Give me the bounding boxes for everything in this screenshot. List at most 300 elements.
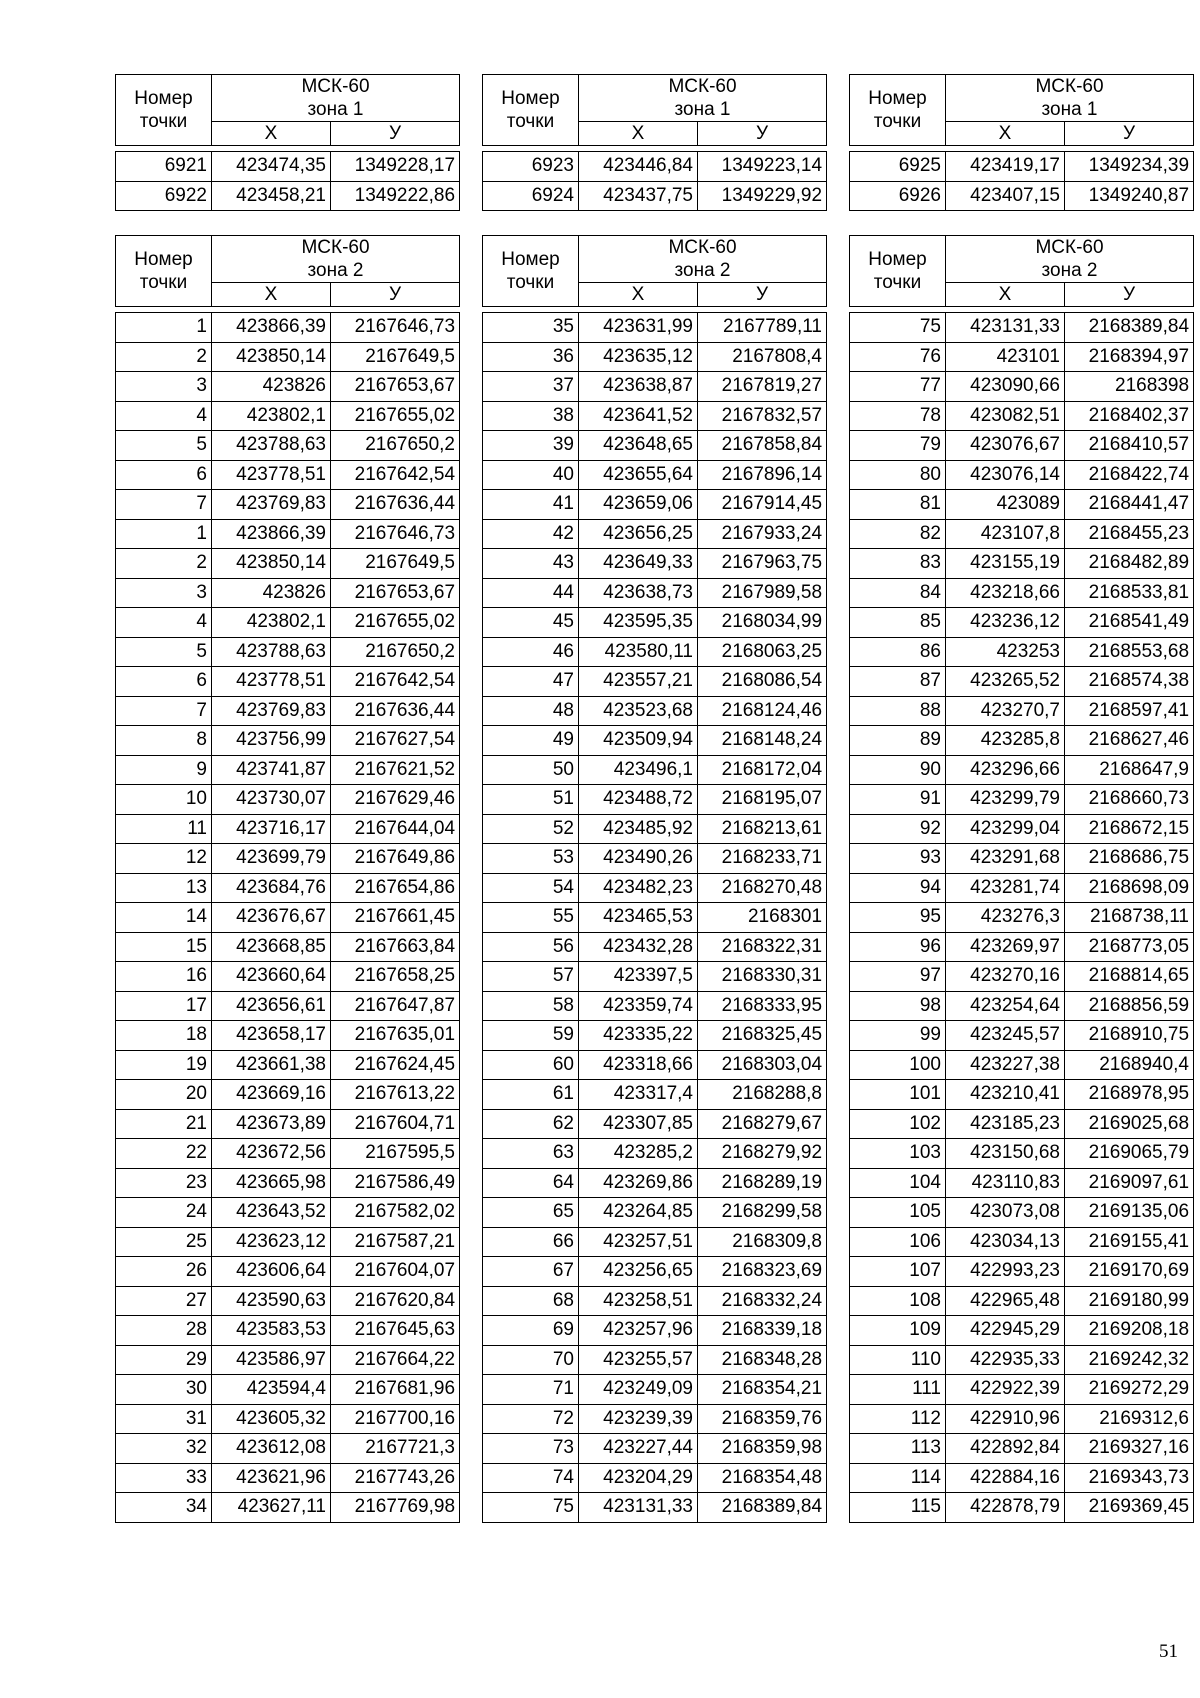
- x-column-header: Х: [946, 283, 1065, 307]
- point-number: 98: [850, 991, 946, 1021]
- table-row: [116, 372, 460, 402]
- point-number: 99: [850, 1021, 946, 1051]
- point-number: 52: [483, 814, 579, 844]
- y-coordinate: 2168148,24: [698, 726, 827, 756]
- table-row: [483, 991, 827, 1021]
- x-coordinate: 423594,4: [212, 1375, 331, 1405]
- point-number: 75: [850, 313, 946, 343]
- point-number: 77: [850, 372, 946, 402]
- table-row: [116, 1198, 460, 1228]
- y-coordinate: 2168541,49: [1065, 608, 1194, 638]
- table-row: [116, 431, 460, 461]
- zone-label: зона 2: [307, 260, 364, 281]
- table-row: [116, 1404, 460, 1434]
- y-coordinate: 2167587,21: [331, 1227, 460, 1257]
- table-row: [850, 991, 1194, 1021]
- y-coordinate: 2167621,52: [331, 755, 460, 785]
- point-number: 20: [116, 1080, 212, 1110]
- table-row: [850, 726, 1194, 756]
- x-coordinate: 423218,66: [946, 578, 1065, 608]
- point-number: 6: [116, 667, 212, 697]
- zone2-coordinates-table-2: [482, 235, 827, 1523]
- point-number: 6925: [850, 152, 946, 182]
- table-row: [116, 342, 460, 372]
- table-row: [116, 755, 460, 785]
- point-number: 6921: [116, 152, 212, 182]
- y-coordinate: 2168389,84: [1065, 313, 1194, 343]
- point-number: 48: [483, 696, 579, 726]
- coordinate-system-header: [946, 236, 1194, 283]
- point-number: 39: [483, 431, 579, 461]
- point-number: 101: [850, 1080, 946, 1110]
- point-number: 31: [116, 1404, 212, 1434]
- table-row: [116, 991, 460, 1021]
- table-row: [850, 372, 1194, 402]
- y-coordinate: 2168359,76: [698, 1404, 827, 1434]
- point-number: 58: [483, 991, 579, 1021]
- point-number: 13: [116, 873, 212, 903]
- y-coordinate: 2167635,01: [331, 1021, 460, 1051]
- y-coordinate: 2168195,07: [698, 785, 827, 815]
- x-coordinate: 423269,97: [946, 932, 1065, 962]
- point-number: 9: [116, 755, 212, 785]
- table-row: [116, 903, 460, 933]
- y-coordinate: 2168533,81: [1065, 578, 1194, 608]
- y-coordinate: 2168686,75: [1065, 844, 1194, 874]
- table-row: [483, 932, 827, 962]
- point-number: 84: [850, 578, 946, 608]
- x-coordinate: 422884,16: [946, 1463, 1065, 1493]
- zone-label: зона 2: [1041, 260, 1098, 281]
- table-row: [850, 1257, 1194, 1287]
- zone-label: зона 1: [1041, 99, 1098, 120]
- table-row: [483, 1257, 827, 1287]
- table-row: [850, 696, 1194, 726]
- point-number: 32: [116, 1434, 212, 1464]
- y-coordinate: 2168063,25: [698, 637, 827, 667]
- table-row: [116, 608, 460, 638]
- point-number: 49: [483, 726, 579, 756]
- point-number: 6922: [116, 181, 212, 211]
- y-coordinate: 2168303,04: [698, 1050, 827, 1080]
- table-row: [850, 401, 1194, 431]
- y-coordinate: 2167649,86: [331, 844, 460, 874]
- y-coordinate: 2168034,99: [698, 608, 827, 638]
- x-coordinate: 423769,83: [212, 490, 331, 520]
- x-coordinate: 423676,67: [212, 903, 331, 933]
- point-number: 61: [483, 1080, 579, 1110]
- point-number: 44: [483, 578, 579, 608]
- x-coordinate: 423249,09: [579, 1375, 698, 1405]
- page-number: 51: [1159, 1641, 1178, 1662]
- point-number: 110: [850, 1345, 946, 1375]
- x-coordinate: 423296,66: [946, 755, 1065, 785]
- table-row: [483, 1198, 827, 1228]
- x-coordinate: 423655,64: [579, 460, 698, 490]
- table-row: [850, 1404, 1194, 1434]
- x-coordinate: 423509,94: [579, 726, 698, 756]
- table-row: [116, 1257, 460, 1287]
- point-number: 15: [116, 932, 212, 962]
- table-row: [850, 903, 1194, 933]
- point-number: 78: [850, 401, 946, 431]
- y-coordinate: 2167858,84: [698, 431, 827, 461]
- point-number: 89: [850, 726, 946, 756]
- table-row: [850, 637, 1194, 667]
- y-coordinate: 2167655,02: [331, 401, 460, 431]
- y-coordinate: 2167604,07: [331, 1257, 460, 1287]
- point-number: 54: [483, 873, 579, 903]
- table-row: [850, 181, 1194, 211]
- y-coordinate: 2168422,74: [1065, 460, 1194, 490]
- x-coordinate: 423299,04: [946, 814, 1065, 844]
- x-coordinate: 422878,79: [946, 1493, 1065, 1523]
- y-coordinate: 2167636,44: [331, 696, 460, 726]
- point-number: 57: [483, 962, 579, 992]
- table-row: [116, 1345, 460, 1375]
- table-row: [483, 1316, 827, 1346]
- x-coordinate: 423101: [946, 342, 1065, 372]
- x-coordinate: 423631,99: [579, 313, 698, 343]
- table-row: [116, 1316, 460, 1346]
- x-coordinate: 423485,92: [579, 814, 698, 844]
- x-coordinate: 423465,53: [579, 903, 698, 933]
- coordinate-system-header: [946, 75, 1194, 122]
- x-coordinate: 423850,14: [212, 549, 331, 579]
- y-coordinate: 2167642,54: [331, 460, 460, 490]
- table-row: [116, 726, 460, 756]
- y-coordinate: 2167721,3: [331, 1434, 460, 1464]
- table-row: [483, 1109, 827, 1139]
- point-number: 12: [116, 844, 212, 874]
- x-coordinate: 423673,89: [212, 1109, 331, 1139]
- y-coordinate: 2167636,44: [331, 490, 460, 520]
- zone1-coordinates-table-3: [849, 74, 1194, 211]
- table-row: [116, 667, 460, 697]
- point-number: 30: [116, 1375, 212, 1405]
- table-row: [850, 519, 1194, 549]
- point-number: 67: [483, 1257, 579, 1287]
- table-row: [850, 1463, 1194, 1493]
- table-row: [116, 490, 460, 520]
- y-coordinate: 2167620,84: [331, 1286, 460, 1316]
- x-coordinate: 423090,66: [946, 372, 1065, 402]
- point-number: 46: [483, 637, 579, 667]
- table-row: [116, 1493, 460, 1523]
- y-coordinate: 2167650,2: [331, 431, 460, 461]
- y-coordinate: 2168856,59: [1065, 991, 1194, 1021]
- x-coordinate: 423741,87: [212, 755, 331, 785]
- point-number-header: Номер точки: [116, 236, 212, 307]
- table-row: [116, 1139, 460, 1169]
- y-coordinate: 2168441,47: [1065, 490, 1194, 520]
- table-row: [850, 755, 1194, 785]
- y-coordinate: 2167654,86: [331, 873, 460, 903]
- y-coordinate: 2168359,98: [698, 1434, 827, 1464]
- point-number-header: Номер точки: [850, 236, 946, 307]
- point-number: 63: [483, 1139, 579, 1169]
- point-number: 19: [116, 1050, 212, 1080]
- y-coordinate: 2168553,68: [1065, 637, 1194, 667]
- x-coordinate: 423285,8: [946, 726, 1065, 756]
- y-coordinate: 2168330,31: [698, 962, 827, 992]
- table-row: [850, 152, 1194, 182]
- point-number: 6924: [483, 181, 579, 211]
- table-row: [116, 1168, 460, 1198]
- y-column-header: У: [698, 283, 827, 307]
- y-coordinate: 2168354,21: [698, 1375, 827, 1405]
- y-coordinate: 2167604,71: [331, 1109, 460, 1139]
- x-coordinate: 423270,7: [946, 696, 1065, 726]
- point-number: 11: [116, 814, 212, 844]
- x-coordinate: 423185,23: [946, 1109, 1065, 1139]
- x-coordinate: 423866,39: [212, 313, 331, 343]
- table-row: [850, 342, 1194, 372]
- table-row: [116, 313, 460, 343]
- y-coordinate: 2167658,25: [331, 962, 460, 992]
- x-coordinate: 423716,17: [212, 814, 331, 844]
- x-coordinate: 422965,48: [946, 1286, 1065, 1316]
- x-coordinate: 423335,22: [579, 1021, 698, 1051]
- y-coordinate: 2168410,57: [1065, 431, 1194, 461]
- y-coordinate: 2167661,45: [331, 903, 460, 933]
- y-coordinate: 2167645,63: [331, 1316, 460, 1346]
- table-row: [116, 814, 460, 844]
- y-column-header: У: [698, 122, 827, 146]
- y-coordinate: 2168172,04: [698, 755, 827, 785]
- y-coordinate: 1349240,87: [1065, 181, 1194, 211]
- point-number: 47: [483, 667, 579, 697]
- y-coordinate: 2167629,46: [331, 785, 460, 815]
- y-coordinate: 2168398: [1065, 372, 1194, 402]
- y-coordinate: 2169343,73: [1065, 1463, 1194, 1493]
- point-number: 4: [116, 608, 212, 638]
- point-number: 28: [116, 1316, 212, 1346]
- x-coordinate: 423210,41: [946, 1080, 1065, 1110]
- table-row: [483, 1080, 827, 1110]
- table-row: [850, 1139, 1194, 1169]
- y-column-header: У: [331, 122, 460, 146]
- y-coordinate: 2168738,11: [1065, 903, 1194, 933]
- y-coordinate: 2167819,27: [698, 372, 827, 402]
- table-row: [850, 578, 1194, 608]
- x-coordinate: 423623,12: [212, 1227, 331, 1257]
- x-coordinate: 423131,33: [579, 1493, 698, 1523]
- x-coordinate: 423638,73: [579, 578, 698, 608]
- coordinate-system-name: МСК-60: [1035, 237, 1104, 258]
- y-coordinate: 2167582,02: [331, 1198, 460, 1228]
- x-coordinate: 423699,79: [212, 844, 331, 874]
- table-row: [116, 962, 460, 992]
- table-row: [483, 1404, 827, 1434]
- y-column-header: У: [331, 283, 460, 307]
- table-row: [483, 1050, 827, 1080]
- table-row: [850, 1050, 1194, 1080]
- point-number: 76: [850, 342, 946, 372]
- x-coordinate: 422993,23: [946, 1257, 1065, 1287]
- y-coordinate: 2168270,48: [698, 873, 827, 903]
- x-coordinate: 423458,21: [212, 181, 331, 211]
- coordinate-system-header: [212, 236, 460, 283]
- table-row: [116, 696, 460, 726]
- x-coordinate: 423227,38: [946, 1050, 1065, 1080]
- y-coordinate: 2167743,26: [331, 1463, 460, 1493]
- point-number: 22: [116, 1139, 212, 1169]
- point-number: 73: [483, 1434, 579, 1464]
- y-coordinate: 1349228,17: [331, 152, 460, 182]
- point-number: 96: [850, 932, 946, 962]
- point-number: 62: [483, 1109, 579, 1139]
- point-number: 114: [850, 1463, 946, 1493]
- x-coordinate: 423595,35: [579, 608, 698, 638]
- y-coordinate: 2168814,65: [1065, 962, 1194, 992]
- point-number: 68: [483, 1286, 579, 1316]
- table-row: [483, 490, 827, 520]
- y-coordinate: 2168597,41: [1065, 696, 1194, 726]
- x-coordinate: 423490,26: [579, 844, 698, 874]
- point-number: 41: [483, 490, 579, 520]
- point-number: 7: [116, 696, 212, 726]
- zone1-coordinates-table-1: [115, 74, 460, 211]
- point-number: 2: [116, 342, 212, 372]
- x-coordinate: 423802,1: [212, 608, 331, 638]
- x-coordinate: 423658,17: [212, 1021, 331, 1051]
- x-coordinate: 423265,52: [946, 667, 1065, 697]
- table-row: [483, 1286, 827, 1316]
- x-coordinate: 423669,16: [212, 1080, 331, 1110]
- x-coordinate: 423359,74: [579, 991, 698, 1021]
- point-number: 107: [850, 1257, 946, 1287]
- table-row: [483, 372, 827, 402]
- y-coordinate: 1349229,92: [698, 181, 827, 211]
- x-coordinate: 423488,72: [579, 785, 698, 815]
- x-coordinate: 423407,15: [946, 181, 1065, 211]
- x-coordinate: 423255,57: [579, 1345, 698, 1375]
- table-row: [116, 1227, 460, 1257]
- y-coordinate: 2168301: [698, 903, 827, 933]
- y-coordinate: 2167808,4: [698, 342, 827, 372]
- point-number: 97: [850, 962, 946, 992]
- y-coordinate: 2169180,99: [1065, 1286, 1194, 1316]
- y-coordinate: 2168389,84: [698, 1493, 827, 1523]
- y-coordinate: 2167646,73: [331, 519, 460, 549]
- point-number: 71: [483, 1375, 579, 1405]
- x-coordinate: 423076,67: [946, 431, 1065, 461]
- table-row: [483, 578, 827, 608]
- table-row: [850, 1493, 1194, 1523]
- x-coordinate: 423317,4: [579, 1080, 698, 1110]
- table-row: [850, 431, 1194, 461]
- y-coordinate: 2168455,23: [1065, 519, 1194, 549]
- y-coordinate: 2168698,09: [1065, 873, 1194, 903]
- point-number: 75: [483, 1493, 579, 1523]
- point-number: 104: [850, 1168, 946, 1198]
- y-coordinate: 1349234,39: [1065, 152, 1194, 182]
- table-row: [483, 1139, 827, 1169]
- point-number: 85: [850, 608, 946, 638]
- y-coordinate: 2167769,98: [331, 1493, 460, 1523]
- x-coordinate: 423150,68: [946, 1139, 1065, 1169]
- point-number: 3: [116, 578, 212, 608]
- point-number: 80: [850, 460, 946, 490]
- x-coordinate: 423245,57: [946, 1021, 1065, 1051]
- x-coordinate: 423155,19: [946, 549, 1065, 579]
- table-row: [483, 1168, 827, 1198]
- x-coordinate: 423110,83: [946, 1168, 1065, 1198]
- table-row: [483, 181, 827, 211]
- point-number: 69: [483, 1316, 579, 1346]
- table-row: [850, 785, 1194, 815]
- x-coordinate: 423318,66: [579, 1050, 698, 1080]
- y-coordinate: 2168279,92: [698, 1139, 827, 1169]
- y-coordinate: 2168279,67: [698, 1109, 827, 1139]
- zone1-coordinates-table-2: [482, 74, 827, 211]
- x-coordinate: 423034,13: [946, 1227, 1065, 1257]
- x-coordinate: 423612,08: [212, 1434, 331, 1464]
- y-coordinate: 2167681,96: [331, 1375, 460, 1405]
- y-coordinate: 2168213,61: [698, 814, 827, 844]
- point-number: 87: [850, 667, 946, 697]
- x-coordinate: 423648,65: [579, 431, 698, 461]
- y-coordinate: 2167595,5: [331, 1139, 460, 1169]
- y-coordinate: 2168627,46: [1065, 726, 1194, 756]
- table-row: [850, 313, 1194, 343]
- point-number: 66: [483, 1227, 579, 1257]
- point-number: 53: [483, 844, 579, 874]
- coordinate-system-name: МСК-60: [668, 76, 737, 97]
- x-coordinate: 423656,61: [212, 991, 331, 1021]
- table-row: [483, 814, 827, 844]
- x-coordinate: 423668,85: [212, 932, 331, 962]
- point-number: 106: [850, 1227, 946, 1257]
- y-coordinate: 2168647,9: [1065, 755, 1194, 785]
- point-number: 95: [850, 903, 946, 933]
- point-number: 29: [116, 1345, 212, 1375]
- x-coordinate: 423474,35: [212, 152, 331, 182]
- point-number-header: Номер точки: [116, 75, 212, 146]
- table-row: [116, 1286, 460, 1316]
- table-row: [483, 873, 827, 903]
- point-number: 10: [116, 785, 212, 815]
- table-row: [483, 431, 827, 461]
- table-row: [850, 1021, 1194, 1051]
- y-coordinate: 1349222,86: [331, 181, 460, 211]
- y-coordinate: 2169327,16: [1065, 1434, 1194, 1464]
- y-coordinate: 2167933,24: [698, 519, 827, 549]
- x-coordinate: 423257,51: [579, 1227, 698, 1257]
- x-coordinate: 423756,99: [212, 726, 331, 756]
- x-coordinate: 423627,11: [212, 1493, 331, 1523]
- point-number: 100: [850, 1050, 946, 1080]
- x-coordinate: 422935,33: [946, 1345, 1065, 1375]
- x-coordinate: 423419,17: [946, 152, 1065, 182]
- table-row: [116, 1463, 460, 1493]
- x-coordinate: 423580,11: [579, 637, 698, 667]
- coordinate-system-header: [212, 75, 460, 122]
- point-number: 4: [116, 401, 212, 431]
- y-coordinate: 2169025,68: [1065, 1109, 1194, 1139]
- x-coordinate: 423661,38: [212, 1050, 331, 1080]
- x-coordinate: 423482,23: [579, 873, 698, 903]
- table-row: [850, 1168, 1194, 1198]
- table-row: [116, 932, 460, 962]
- x-coordinate: 423239,39: [579, 1404, 698, 1434]
- x-coordinate: 423299,79: [946, 785, 1065, 815]
- table-row: [483, 549, 827, 579]
- x-coordinate: 423236,12: [946, 608, 1065, 638]
- table-row: [850, 1434, 1194, 1464]
- x-coordinate: 423590,63: [212, 1286, 331, 1316]
